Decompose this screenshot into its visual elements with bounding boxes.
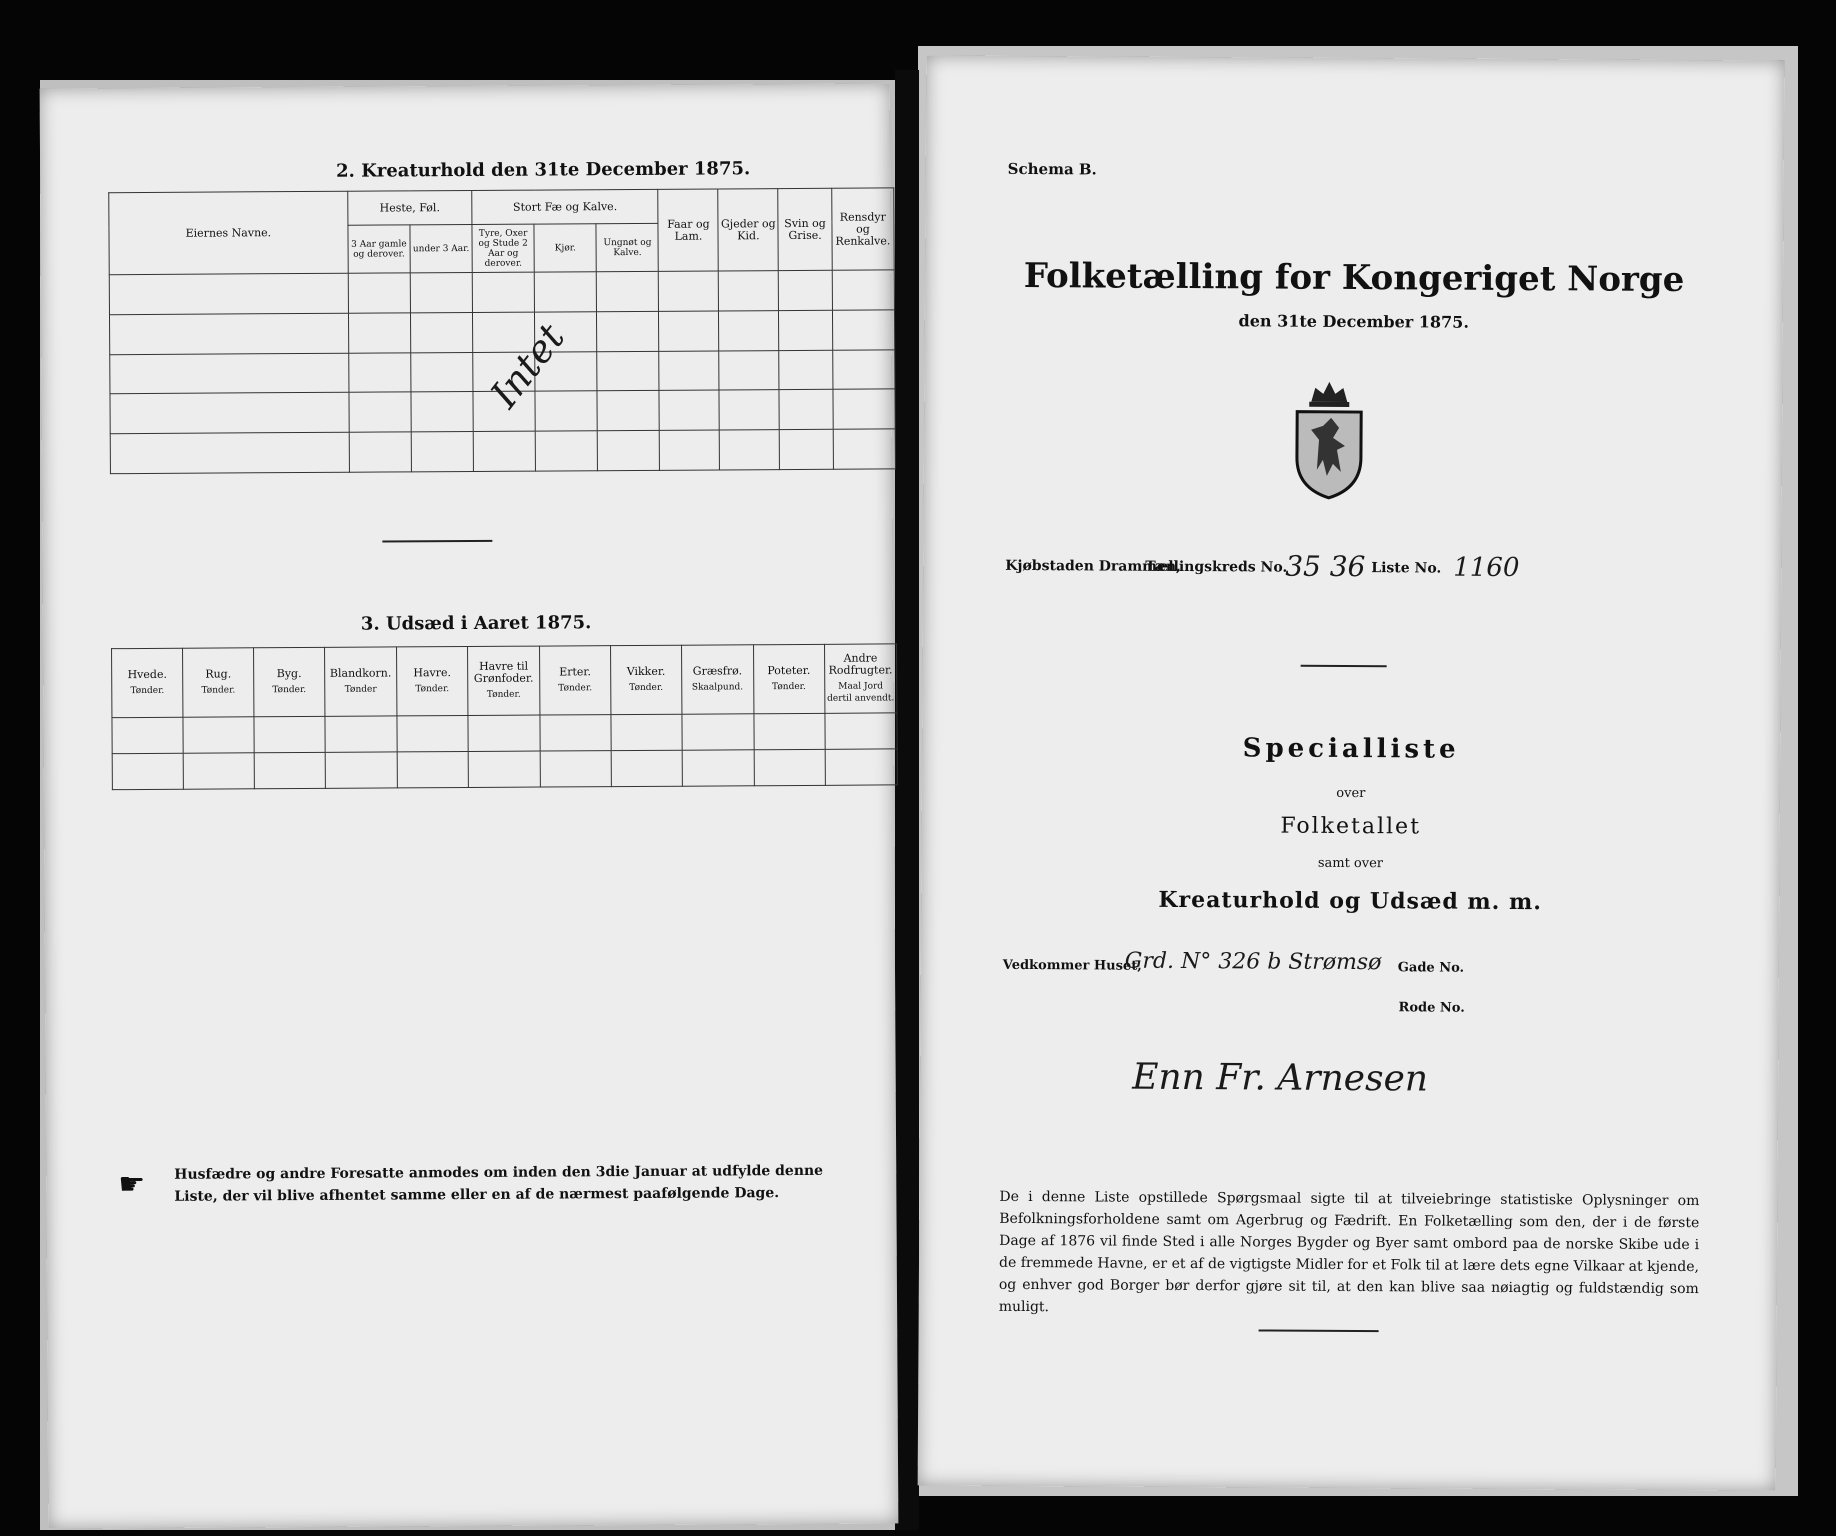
- footer-divider: [1259, 1329, 1379, 1332]
- seed-cell: [825, 713, 897, 749]
- seed-cell: [183, 717, 254, 753]
- seed-column-header: [254, 647, 325, 717]
- table-row: [109, 310, 894, 355]
- section3-title: 3. Udsæd i Aaret 1875.: [360, 612, 592, 635]
- vedkommer-label: Vedkommer Huset,: [1002, 957, 1142, 974]
- seed-column-unit: Tønder.: [629, 683, 664, 694]
- book-spine: [895, 70, 919, 1530]
- horses-header: Heste, Føl.: [348, 190, 472, 225]
- calves-header: Ungnøt og Kalve.: [596, 223, 658, 271]
- seed-cell: [540, 715, 611, 751]
- seed-column-name: Græsfrø.: [692, 664, 743, 678]
- seed-cell: [611, 715, 682, 751]
- seed-cell: [325, 752, 397, 788]
- schema-label: Schema B.: [1007, 159, 1097, 179]
- seed-column-name: Hvede.: [127, 668, 167, 682]
- seed-column-unit: Tønder.: [486, 689, 521, 701]
- seed-cell: [254, 717, 325, 753]
- vedkommer-line: [1002, 948, 1703, 977]
- table-row: [109, 270, 894, 315]
- seed-column-unit: Tønder.: [130, 686, 165, 697]
- seed-column-unit: Tønder.: [201, 685, 236, 696]
- rode-label: Rode No.: [1398, 1000, 1465, 1016]
- section-divider: [382, 540, 492, 543]
- seed-column-header: [610, 645, 682, 715]
- seed-cell: [540, 751, 611, 787]
- seed-cell: [254, 753, 325, 789]
- explanatory-paragraph: De i denne Liste opstillede Spørgsmaal sigte til at tilveiebringe statistiske Oplysninger om Befolkningsforholdene samt om Agerbrug og Fædrift. En Folketælling som den, der i de første Dage af 1876 vil finde Sted i alle Norges Bygder og Byer samt ombord paa de norske Skibe ude i de fremmede Havne, er et af de vigtigste Midler for et Folk til at lære dets egne Vilkaar at kjende, og enhver god Borger bør derfor gjøre sit til, at den kan blive saa nøiagtig og fuldstændig som muligt.: [998, 1188, 1700, 1316]
- cattle-header: Stort Fæ og Kalve.: [472, 189, 659, 224]
- seed-column-name: Poteter.: [767, 664, 811, 678]
- reindeer-header: Rensdyr og Renkalve.: [832, 188, 895, 270]
- seed-column-unit: Tønder.: [415, 684, 450, 695]
- seed-cell: [825, 749, 897, 785]
- liste-value: 1160: [1453, 552, 1520, 584]
- seed-cell: [682, 750, 754, 786]
- left-page: [40, 83, 899, 1528]
- livestock-table: [108, 187, 896, 474]
- seed-column-unit: Tønder: [344, 684, 377, 695]
- folketallet-label: Folketallet: [1280, 813, 1422, 840]
- kreaturhold-label: Kreaturhold og Udsæd m. m.: [1158, 886, 1543, 916]
- location-prefix: Kjøbstaden Drammen,: [1005, 557, 1182, 575]
- seed-cell: [183, 753, 254, 789]
- specialliste-title: Specialliste: [1242, 733, 1460, 765]
- seed-column-name: Vikker.: [626, 664, 666, 679]
- seed-column-header: [324, 647, 396, 717]
- seed-column-header: [824, 644, 897, 714]
- seed-cell: [468, 751, 540, 787]
- samt-over-label: samt over: [1317, 855, 1384, 872]
- bulls-header: Tyre, Oxer og Stude 2 Aar og derover.: [472, 224, 534, 272]
- table-row: [110, 429, 895, 474]
- location-line: [923, 549, 1781, 584]
- right-page: [918, 55, 1785, 1490]
- seed-column-header: [396, 647, 467, 717]
- seed-cell: [753, 714, 824, 750]
- section2-title: 2. Kreaturhold den 31te December 1875.: [336, 158, 751, 182]
- census-title: Folketælling for Kongeriget Norge: [1023, 255, 1685, 301]
- cows-header: Kjør.: [534, 224, 596, 272]
- liste-label: Liste No.: [1371, 560, 1442, 577]
- norway-coat-of-arms-icon: [1289, 380, 1370, 500]
- seed-column-unit: Skaalpund.: [691, 682, 744, 693]
- seed-cell: [112, 718, 183, 754]
- kreds-label: Tællingskreds No.: [1145, 558, 1288, 576]
- seed-cell: [112, 753, 183, 789]
- seed-cell: [397, 716, 468, 752]
- seed-column-header: [753, 644, 825, 714]
- seed-column-name: Havre.: [413, 666, 452, 680]
- sheep-header: Faar og Lam.: [658, 189, 718, 271]
- goats-header: Gjeder og Kid.: [718, 189, 778, 271]
- seed-column-name: Rug.: [205, 667, 232, 681]
- horses-young-header: under 3 Aar.: [410, 224, 472, 272]
- table-row: [112, 749, 897, 790]
- seed-column-name: Byg.: [276, 667, 302, 681]
- seed-column-name: Blandkorn.: [329, 666, 392, 681]
- signature: Enn Fr. Arnesen: [1132, 1056, 1429, 1100]
- seed-cell: [468, 715, 540, 751]
- seed-column-header: [539, 646, 610, 716]
- seed-cell: [682, 714, 754, 750]
- gade-label: Gade No.: [1397, 960, 1465, 976]
- seed-column-unit: Maal Jord dertil anvendt.: [827, 681, 895, 704]
- horses-adult-header: 3 Aar gamle og derover.: [348, 225, 410, 273]
- notice-text: Husfædre og andre Foresatte anmodes om inden den 3die Januar at udfylde denne Liste, der vil blive afhentet samme eller en af de nærmest paafølgende Dage.: [174, 1162, 824, 1205]
- vedkommer-value: Grd. N° 326 b Strømsø: [1124, 948, 1382, 976]
- census-date: den 31te December 1875.: [1238, 311, 1469, 332]
- seed-header-row: [112, 644, 897, 718]
- seed-column-header: [112, 648, 184, 718]
- seed-cell: [397, 752, 468, 788]
- pointing-hand-icon: ☛: [118, 1166, 146, 1203]
- seed-cell: [754, 749, 825, 785]
- pigs-header: Svin og Grise.: [778, 188, 832, 270]
- seed-column-unit: Tønder.: [558, 683, 593, 694]
- owner-header: Eiernes Navne.: [109, 191, 348, 274]
- over-label: over: [1336, 785, 1366, 802]
- handwritten-intet: Intet: [481, 315, 574, 416]
- seed-column-unit: Tønder.: [272, 685, 307, 696]
- seed-column-header: [183, 648, 254, 718]
- seed-column-name: Andre Rodfrugter.: [828, 651, 893, 677]
- table-row: [112, 713, 897, 754]
- seed-column-name: Havre til Grønfoder.: [473, 659, 534, 686]
- seed-table: [111, 643, 898, 790]
- seed-cell: [611, 750, 682, 786]
- seed-column-header: [681, 645, 753, 715]
- title-divider: [1301, 665, 1387, 668]
- kreds-value: 35 36: [1285, 549, 1366, 584]
- seed-column-name: Erter.: [559, 665, 591, 679]
- seed-column-header: [468, 646, 540, 716]
- seed-cell: [325, 716, 397, 752]
- seed-column-unit: Tønder.: [772, 682, 806, 693]
